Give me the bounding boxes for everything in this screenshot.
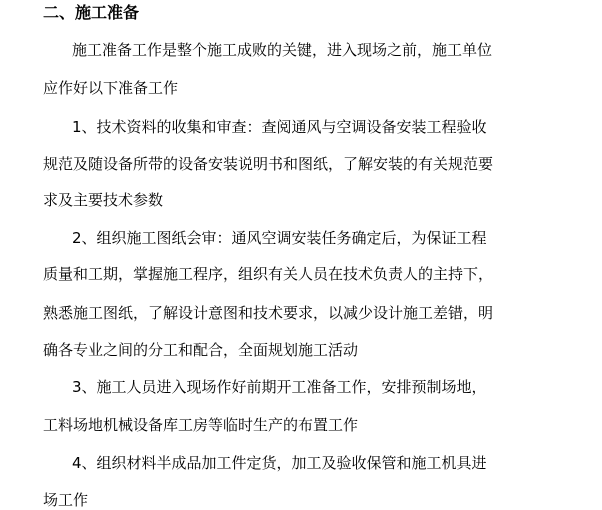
paragraph-line: 工料场地机械设备库工房等临时生产的布置工作 (43, 416, 359, 434)
paragraph-line: 应作好以下准备工作 (43, 79, 179, 97)
paragraph-line: 确各专业之间的分工和配合，全面规划施工活动 (43, 341, 359, 359)
paragraph-line: 1、技术资料的收集和审查：查阅通风与空调设备安装工程验收 (72, 118, 487, 136)
paragraph-line: 质量和工期，掌握施工程序，组织有关人员在技术负责人的主持下， (43, 265, 494, 283)
section-heading: 二、施工准备 (43, 3, 140, 22)
paragraph-line: 施工准备工作是整个施工成败的关键，进入现场之前，施工单位 (72, 41, 493, 59)
paragraph-line: 4、组织材料半成品加工件定货，加工及验收保管和施工机具进 (72, 454, 487, 472)
paragraph-line: 场工作 (43, 491, 89, 509)
paragraph-line: 熟悉施工图纸，了解设计意图和技术要求，以减少设计施工差错，明 (43, 304, 494, 322)
paragraph-line: 2、组织施工图纸会审：通风空调安装任务确定后，为保证工程 (72, 229, 487, 247)
paragraph-line: 规范及随设备所带的设备安装说明书和图纸，了解安装的有关规范要 (43, 155, 494, 173)
paragraph-line: 3、施工人员进入现场作好前期开工准备工作，安排预制场地， (72, 378, 487, 396)
paragraph-line: 求及主要技术参数 (43, 191, 164, 209)
